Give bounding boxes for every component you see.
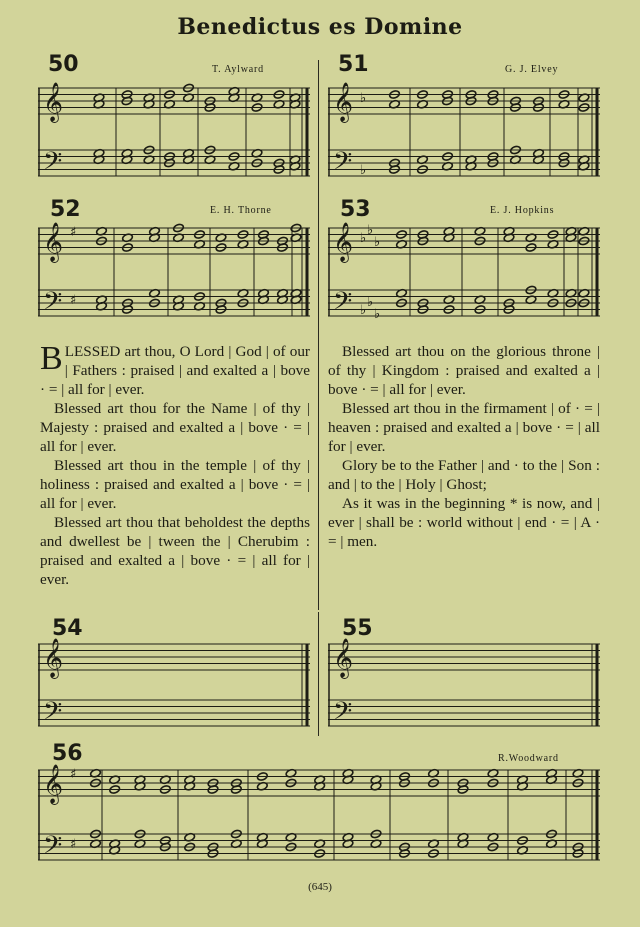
treble-clef-icon: 𝄞 <box>333 222 354 262</box>
verse: LESSED art thou, O Lord | God | of our | Fathers : praised | and exalted a | bove · = | all for | ever. <box>40 343 310 398</box>
key-signature: ♭ <box>374 235 381 250</box>
music-system <box>38 638 310 730</box>
key-signature: ♯ <box>70 767 77 782</box>
treble-clef-icon: 𝄞 <box>43 222 64 262</box>
column-divider <box>318 60 319 610</box>
key-signature: ♯ <box>70 837 77 852</box>
music-system <box>328 82 600 184</box>
treble-clef-icon: 𝄞 <box>333 638 354 678</box>
key-signature: ♭ <box>367 295 374 310</box>
chant-number: 52 <box>50 197 81 222</box>
key-signature: ♭ <box>374 307 381 322</box>
bass-clef-icon: 𝄢 <box>333 147 353 182</box>
column-divider <box>318 612 319 736</box>
music-system <box>38 764 600 876</box>
verse: Blessed art thou on the glorious throne | of thy | Kingdom : praised and exalted a | bove · = | all for | ever. <box>328 343 600 398</box>
bass-clef-icon: 𝄢 <box>43 287 63 322</box>
drop-cap: B <box>40 340 63 377</box>
music-system <box>328 638 600 730</box>
chant-number: 53 <box>340 197 371 222</box>
chant-number: 55 <box>342 616 373 641</box>
verse: Blessed art thou for the Name | of thy | Majesty : praised and exalted a | bove · = | all for | ever. <box>40 400 310 455</box>
bass-clef-icon: 𝄢 <box>43 697 63 730</box>
key-signature: ♯ <box>70 225 77 240</box>
bass-clef-icon: 𝄢 <box>43 831 63 866</box>
chant-number: 56 <box>52 741 83 766</box>
bass-clef-icon: 𝄢 <box>333 697 353 730</box>
chant-number: 50 <box>48 52 79 77</box>
verse: Glory be to the Father | and · to the | Son : and | to the | Holy | Ghost; <box>328 457 600 493</box>
canticle-text-left <box>40 342 310 589</box>
bass-clef-icon: 𝄢 <box>333 287 353 322</box>
verse: Blessed art thou in the temple | of thy | holiness : praised and exalted a | bove · = | all for | ever. <box>40 457 310 512</box>
key-signature: ♭ <box>360 303 367 318</box>
key-signature: ♭ <box>360 163 367 178</box>
key-signature: ♭ <box>360 91 367 106</box>
treble-clef-icon: 𝄞 <box>43 764 64 804</box>
chant-composer: G. J. Elvey <box>505 64 559 75</box>
key-signature: ♯ <box>70 293 77 308</box>
chant-number: 51 <box>338 52 369 77</box>
verse: As it was in the beginning * is now, and | ever | shall be : world without | end · = | A · = | men. <box>328 495 600 550</box>
treble-clef-icon: 𝄞 <box>333 82 354 122</box>
treble-clef-icon: 𝄞 <box>43 638 64 678</box>
page-number: (645) <box>308 881 332 893</box>
music-system <box>328 222 600 324</box>
canticle-text-right <box>328 342 600 551</box>
key-signature: ♭ <box>360 231 367 246</box>
chant-composer: E. J. Hopkins <box>490 205 555 216</box>
chant-composer: E. H. Thorne <box>210 205 272 216</box>
verse: Blessed art thou in the firmament | of · = | heaven : praised and exalted a | bove · = | all for | ever. <box>328 400 600 455</box>
chant-composer: R.Woodward <box>498 753 559 764</box>
chant-number: 54 <box>52 616 83 641</box>
page-title: Benedictus es Domine <box>177 14 463 40</box>
chant-composer: T. Aylward <box>212 64 264 75</box>
bass-clef-icon: 𝄢 <box>43 147 63 182</box>
key-signature: ♭ <box>367 223 374 238</box>
music-system <box>38 82 310 184</box>
music-system <box>38 222 310 324</box>
verse: Blessed art thou that beholdest the depths and dwellest be | tween the | Cherubim : praised and exalted a | bove · = | all for | ever. <box>40 514 310 588</box>
treble-clef-icon: 𝄞 <box>43 82 64 122</box>
